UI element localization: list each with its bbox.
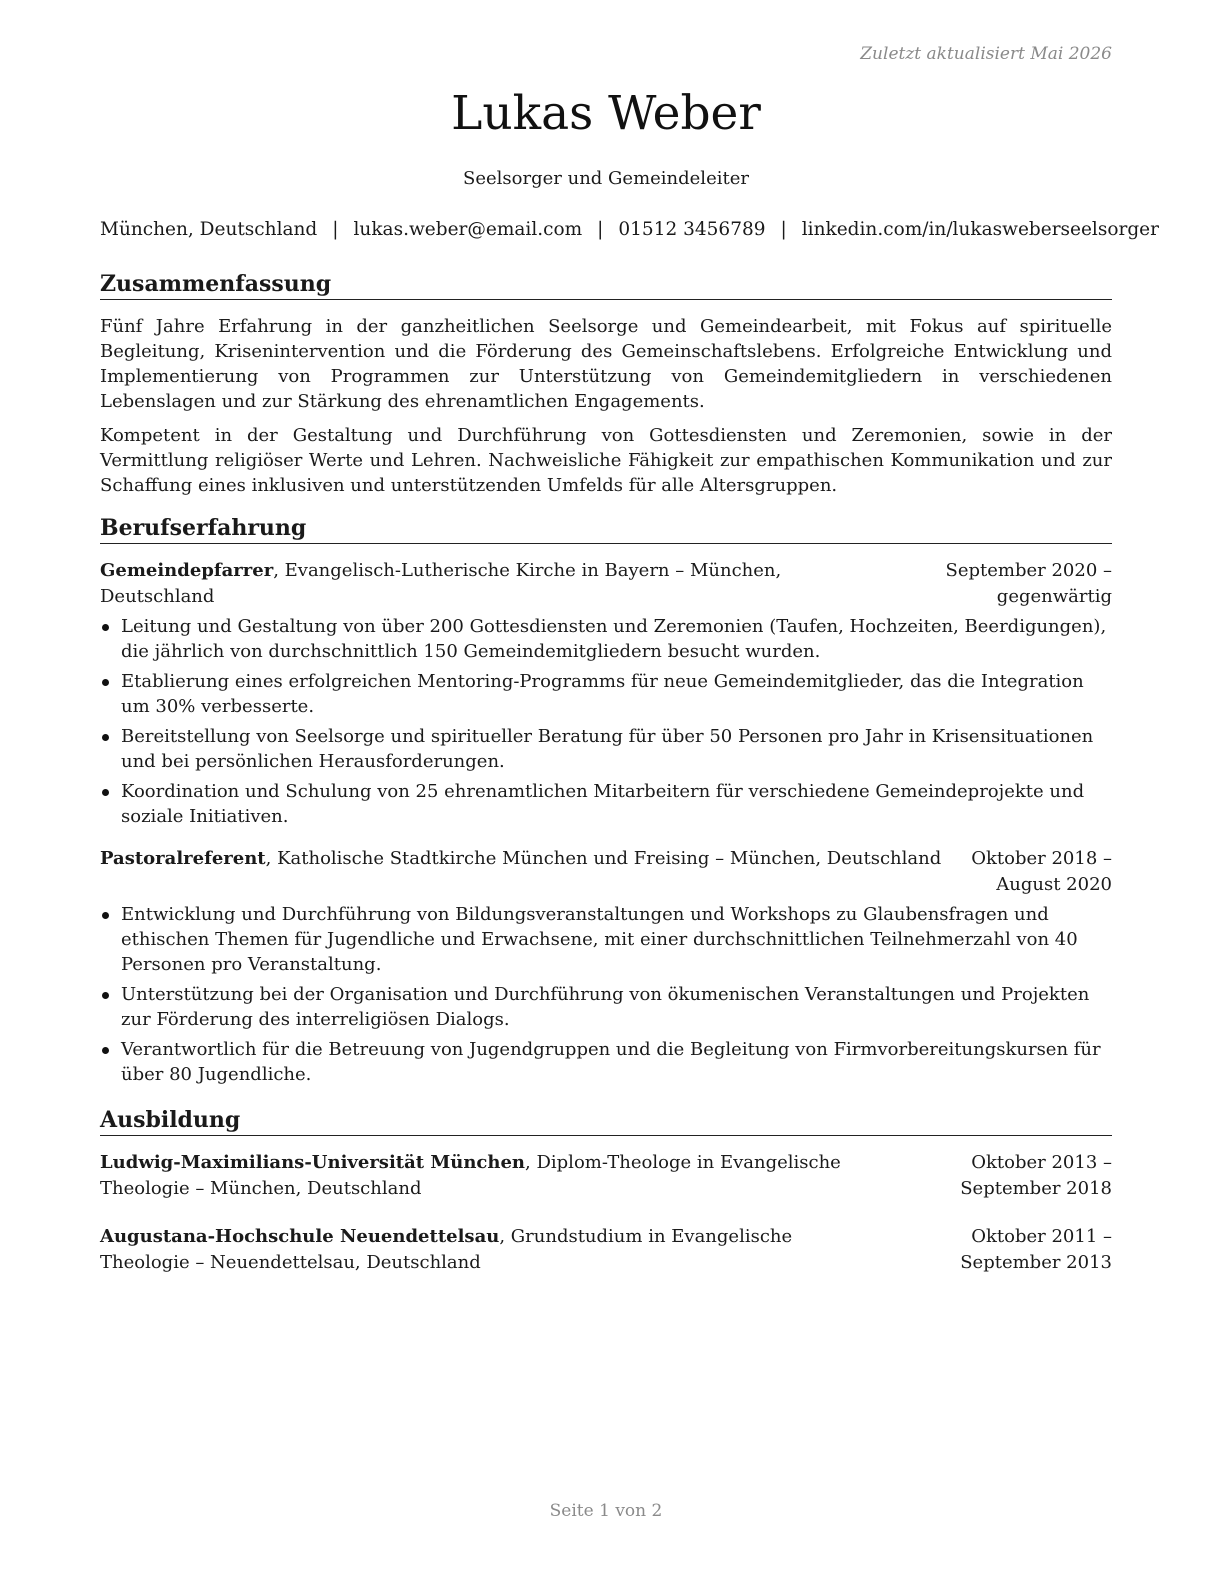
school-name: Augustana-Hochschule Neuendettelsau: [100, 1226, 500, 1247]
bullet-icon: [102, 992, 109, 999]
education-dates: Oktober 2013 – September 2018: [960, 1152, 1112, 1199]
contact-separator: |: [332, 219, 339, 240]
page-number: Seite 1 von 2: [549, 1501, 663, 1521]
bullet-text: Unterstützung bei der Organisation und Durchführung von ökumenischen Veranstaltungen und Projekten zur Förderung des interreligiösen Dialogs.: [121, 984, 1090, 1030]
candidate-subtitle: Seelsorger und Gemeindeleiter: [463, 168, 749, 189]
job-dates: Oktober 2018 – August 2020: [971, 848, 1112, 895]
school-name: Ludwig-Maximilians-Universität München: [100, 1152, 526, 1173]
education-dates: Oktober 2011 – September 2013: [960, 1226, 1112, 1273]
job-bullets: [100, 902, 1112, 1087]
experience-heading: Berufserfahrung: [100, 514, 1112, 544]
bullet-text: Entwicklung und Durchführung von Bildungsveranstaltungen und Workshops zu Glaubensfragen und ethischen Themen für Jugendliche und Erwachsene, mit einer durchschnittlichen Teilnehmerzahl von 40 Personen pro Veranstaltung.: [121, 904, 1078, 975]
candidate-name: Lukas Weber: [451, 86, 761, 141]
list-item: [100, 724, 1112, 774]
bullet-icon: [102, 1047, 109, 1054]
bullet-text: Leitung und Gestaltung von über 200 Gottesdiensten und Zeremonien (Taufen, Hochzeiten, Beerdigungen), die jährlich von durchschnittlich 150 Gemeindemitgliedern besucht wurden.: [121, 616, 1107, 662]
job-entry: [100, 846, 1112, 1087]
degree-description: , Grundstudium in Evangelische Theologie – Neuendettelsau, Deutschland: [100, 1226, 793, 1273]
contact-line: [100, 219, 1159, 240]
experience-section: [100, 514, 1112, 1092]
bullet-icon: [102, 624, 109, 631]
bullet-text: Koordination und Schulung von 25 ehrenamtlichen Mitarbeitern für verschiedene Gemeindeprojekte und soziale Initiativen.: [121, 781, 1085, 827]
job-title: Gemeindepfarrer: [100, 560, 274, 581]
resume-page: [100, 0, 1159, 1584]
bullet-icon: [102, 789, 109, 796]
list-item: [100, 779, 1112, 829]
contact-linkedin[interactable]: linkedin.com/in/lukasweberseelsorger: [801, 219, 1159, 240]
list-item: [100, 982, 1112, 1032]
bullet-text: Verantwortlich für die Betreuung von Jugendgruppen und die Begleitung von Firmvorbereitungskursen für über 80 Jugendliche.: [121, 1039, 1101, 1085]
job-bullets: [100, 614, 1112, 829]
job-organization: , Evangelisch-Lutherische Kirche in Bayern – München, Deutschland: [100, 560, 782, 607]
summary-section: [100, 270, 1112, 498]
education-entry: [100, 1150, 1112, 1202]
job-header: [100, 558, 1112, 610]
last-updated-note: Zuletzt aktualisiert Mai 2026: [860, 44, 1112, 64]
list-item: [100, 902, 1112, 977]
education-section: [100, 1106, 1112, 1276]
job-dates: September 2020 – gegenwärtig: [945, 560, 1112, 607]
summary-paragraph: Kompetent in der Gestaltung und Durchführung von Gottesdiensten und Zeremonien, sowie in der Vermittlung religiöser Werte und Lehren. Nachweisliche Fähigkeit zur empathischen Kommunikation und zur Schaffung eines inklusiven und unterstützenden Umfelds für alle Altersgruppen.: [100, 425, 1112, 496]
contact-separator: |: [597, 219, 604, 240]
contact-separator: |: [780, 219, 787, 240]
bullet-icon: [102, 734, 109, 741]
job-entry: [100, 558, 1112, 829]
contact-location: München, Deutschland: [100, 219, 318, 240]
job-organization: , Katholische Stadtkirche München und Freising – München, Deutschland: [265, 848, 942, 869]
list-item: [100, 614, 1112, 664]
bullet-icon: [102, 912, 109, 919]
education-heading: Ausbildung: [100, 1106, 1112, 1136]
job-header: [100, 846, 1112, 898]
job-title: Pastoralreferent: [100, 848, 266, 869]
contact-phone: 01512 3456789: [618, 219, 766, 240]
bullet-text: Etablierung eines erfolgreichen Mentoring-Programms für neue Gemeindemitglieder, das die Integration um 30% verbesserte.: [121, 671, 1084, 717]
education-entry: [100, 1224, 1112, 1276]
summary-paragraph: Fünf Jahre Erfahrung in der ganzheitlichen Seelsorge und Gemeindearbeit, mit Fokus auf spirituelle Begleitung, Krisenintervention und die Förderung des Gemeinschaftslebens. Erfolgreiche Entwicklung und Implementierung von Programmen zur Unterstützung von Gemeindemitgliedern in verschiedenen Lebenslagen und zur Stärkung des ehrenamtlichen Engagements.: [100, 316, 1112, 412]
summary-heading: Zusammenfassung: [100, 270, 1112, 300]
contact-email[interactable]: lukas.weber@email.com: [353, 219, 583, 240]
bullet-icon: [102, 679, 109, 686]
list-item: [100, 1037, 1112, 1087]
degree-description: , Diplom-Theologe in Evangelische Theologie – München, Deutschland: [100, 1152, 841, 1199]
list-item: [100, 669, 1112, 719]
bullet-text: Bereitstellung von Seelsorge und spiritueller Beratung für über 50 Personen pro Jahr in Krisensituationen und bei persönlichen Herausforderungen.: [121, 726, 1094, 772]
